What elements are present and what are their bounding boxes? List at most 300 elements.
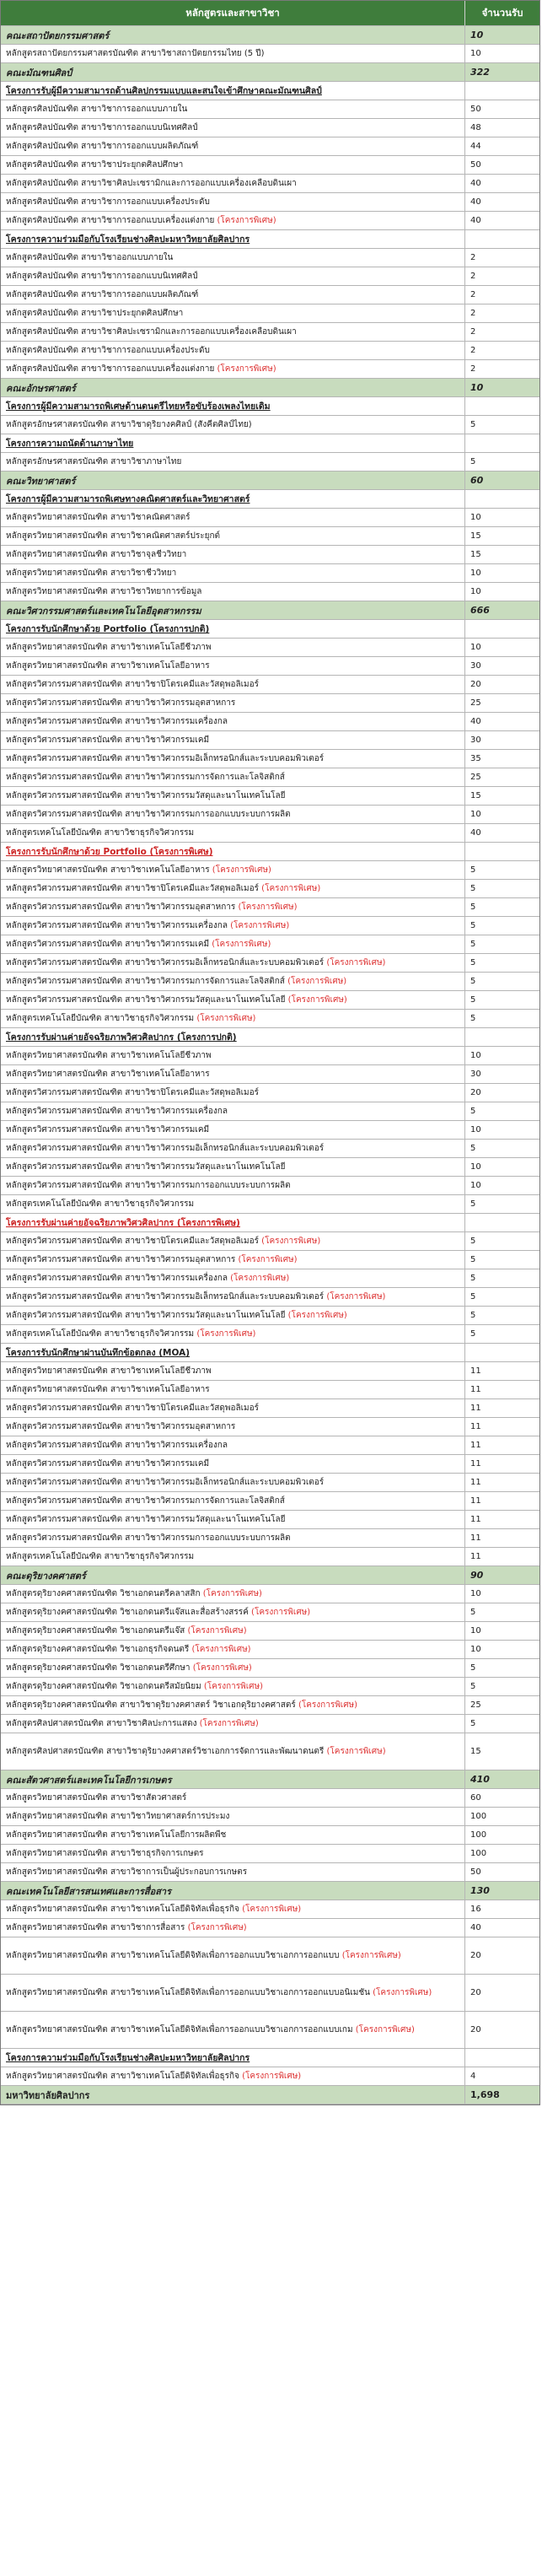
program-name-text: หลักสูตรศิลปบัณฑิต สาขาวิชาการออกแบบเครื่องประดับ: [6, 346, 210, 355]
program-name: [1, 267, 465, 285]
admission-count: 410: [470, 1774, 490, 1785]
program-name-text: คณะอักษรศาสตร์: [6, 382, 76, 394]
program-name-text: หลักสูตรดุริยางคศาสตรบัณฑิต วิชาเอกดนตรีศึกษา: [6, 1663, 191, 1673]
program-name-text: หลักสูตรวิทยาศาสตรบัณฑิต สาขาวิชาชีววิทยา: [6, 569, 177, 578]
program-row: [1, 286, 539, 304]
admission-count: 35: [470, 754, 481, 763]
admission-count: 11: [470, 1459, 481, 1469]
program-name: [1, 453, 465, 471]
program-name: [1, 787, 465, 805]
program-name-text: หลักสูตรวิศวกรรมศาสตรบัณฑิต สาขาวิชาวิศวกรรมเครื่องกล: [6, 1107, 228, 1116]
program-name: [1, 1919, 465, 1937]
program-row: [1, 787, 539, 806]
program-name: [1, 1102, 465, 1120]
program-name-text: หลักสูตรวิศวกรรมศาสตรบัณฑิต สาขาวิชาวิศวกรรมวัสดุและนาโนเทคโนโลยี: [6, 995, 286, 1005]
program-row: [1, 1232, 539, 1251]
program-row: [1, 824, 539, 843]
program-name: [1, 1585, 465, 1603]
program-name: [1, 304, 465, 322]
admission-count: 5: [470, 977, 476, 986]
program-name-text: หลักสูตรวิศวกรรมศาสตรบัณฑิต สาขาวิชาวิศวกรรมวัสดุและนาโนเทคโนโลยี: [6, 791, 286, 800]
program-name-text: หลักสูตรศิลปบัณฑิต สาขาวิชาการออกแบบผลิตภัณฑ์: [6, 290, 199, 299]
program-major-text: วิชาเอกการจัดการและพัฒนาดนตรี: [196, 1747, 325, 1756]
program-name: [1, 546, 465, 563]
admission-count: 30: [470, 736, 481, 745]
program-name: [1, 1566, 465, 1584]
special-project-tag: (โครงการพิเศษ): [326, 1747, 386, 1756]
program-name-text: หลักสูตรศิลปบัณฑิต สาขาวิชาการออกแบบภายใน: [6, 105, 188, 114]
program-name: [1, 2067, 465, 2085]
admission-count: [465, 397, 539, 415]
special-project-tag: (โครงการพิเศษ): [196, 1329, 256, 1339]
program-name: [1, 472, 465, 489]
admission-count: [465, 1344, 539, 1361]
program-name: [1, 564, 465, 582]
program-row: [1, 156, 539, 175]
program-row: [1, 175, 539, 193]
program-row: [1, 2012, 539, 2049]
program-name-text: หลักสูตรวิทยาศาสตรบัณฑิต สาขาวิชาเทคโนโลยีการผลิตพืช: [6, 1830, 227, 1840]
admission-count: 90: [470, 1570, 484, 1581]
program-row: [1, 1937, 539, 1975]
program-row: [1, 564, 539, 583]
program-name-text: หลักสูตรศิลปบัณฑิต สาขาวิชาประยุกตศิลปศึกษา: [6, 309, 184, 318]
program-name-text: หลักสูตรวิทยาศาสตรบัณฑิต สาขาวิชาเทคโนโลยีชีวภาพ: [6, 1366, 212, 1376]
program-name: [1, 397, 465, 415]
program-name: [1, 1065, 465, 1083]
program-name: [1, 1659, 465, 1677]
program-name: [1, 342, 465, 359]
program-name: [1, 1789, 465, 1807]
program-row: [1, 1696, 539, 1715]
program-name-text: หลักสูตรศิลปบัณฑิต สาขาวิชาออกแบบภายใน: [6, 253, 174, 262]
program-name-text: หลักสูตรวิทยาศาสตรบัณฑิต สาขาวิชาเทคโนโลยีอาหาร: [6, 865, 210, 875]
special-project-tag: (โครงการพิเศษ): [230, 921, 290, 930]
admission-count: 40: [470, 717, 481, 726]
program-row: [1, 193, 539, 212]
program-name: [1, 1269, 465, 1287]
program-row: [1, 898, 539, 917]
section-row: [1, 620, 539, 639]
program-name-text: คณะสถาปัตยกรรมศาสตร์: [6, 30, 110, 41]
program-row: [1, 1362, 539, 1381]
admission-count: 5: [470, 1274, 476, 1283]
special-project-tag: (โครงการพิเศษ): [217, 364, 276, 374]
program-name-text: หลักสูตรวิศวกรรมศาสตรบัณฑิต สาขาวิชาปิโตรเคมีและวัสดุพอลิเมอร์: [6, 1088, 259, 1097]
program-name: [1, 1325, 465, 1343]
admission-count: 100: [470, 1812, 487, 1821]
program-name: [1, 1548, 465, 1566]
program-name: [1, 1028, 465, 1046]
program-row: [1, 1177, 539, 1195]
program-row: [1, 267, 539, 286]
program-row: [1, 954, 539, 973]
program-row: [1, 323, 539, 342]
program-name-text: หลักสูตรวิศวกรรมศาสตรบัณฑิต สาขาวิชาวิศวกรรมเคมี: [6, 1459, 210, 1469]
program-name: [1, 1603, 465, 1621]
program-row: [1, 1975, 539, 2012]
program-name: [1, 45, 465, 62]
program-name-text: หลักสูตรสถาปัตยกรรมศาสตรบัณฑิต สาขาวิชาสถาปัตยกรรมไทย (5 ปี): [6, 49, 265, 58]
section-row: [1, 230, 539, 249]
program-row: [1, 1808, 539, 1826]
program-name-text: หลักสูตรวิศวกรรมศาสตรบัณฑิต สาขาวิชาวิศวกรรมเคมี: [6, 736, 210, 745]
program-row: [1, 1641, 539, 1659]
program-row: [1, 1325, 539, 1344]
program-row: [1, 750, 539, 768]
program-row: [1, 1195, 539, 1214]
admission-count: 5: [470, 1144, 476, 1153]
program-name: [1, 768, 465, 786]
program-name-text: หลักสูตรวิศวกรรมศาสตรบัณฑิต สาขาวิชาวิศวกรรมวัสดุและนาโนเทคโนโลยี: [6, 1162, 286, 1172]
admission-count: 5: [470, 1663, 476, 1673]
admission-count: 2: [470, 309, 476, 318]
program-name-text: หลักสูตรวิศวกรรมศาสตรบัณฑิต สาขาวิชาวิศวกรรมการจัดการและโลจิสติกส์: [6, 1496, 285, 1506]
program-name-text: หลักสูตรวิทยาศาสตรบัณฑิต สาขาวิชาการเป็นผู้ประกอบการเกษตร: [6, 1867, 248, 1877]
program-row: [1, 806, 539, 824]
program-name-text: หลักสูตรดุริยางคศาสตรบัณฑิต วิชาเอกดนตรีสมัยนิยม: [6, 1682, 201, 1691]
program-name-text: โครงการรับนักศึกษาผ่านบันทึกข้อตกลง (MOA): [6, 1348, 191, 1358]
special-project-tag: (โครงการพิเศษ): [238, 1255, 298, 1264]
program-name: [1, 137, 465, 155]
admission-count: 10: [470, 1051, 481, 1060]
special-project-tag: (โครงการพิเศษ): [326, 958, 386, 967]
program-name: [1, 379, 465, 396]
program-name: [1, 286, 465, 304]
program-name: [1, 527, 465, 545]
program-name-text: หลักสูตรดุริยางคศาสตรบัณฑิต วิชาเอกดนตรีแจ๊ส: [6, 1626, 185, 1636]
admission-count: 60: [470, 1793, 481, 1803]
program-row: [1, 1678, 539, 1696]
program-row: [1, 1251, 539, 1269]
special-project-tag: (โครงการพิเศษ): [373, 1988, 432, 1997]
program-name: [1, 509, 465, 526]
admission-count: 11: [470, 1422, 481, 1431]
header-count: จำนวนรับ: [481, 6, 523, 19]
special-project-tag: (โครงการพิเศษ): [287, 1311, 347, 1320]
program-row: [1, 731, 539, 750]
special-project-tag: (โครงการพิเศษ): [187, 1923, 247, 1932]
admission-count: 40: [470, 828, 481, 838]
program-name: [1, 657, 465, 675]
program-name-text: คณะเทคโนโลยีสารสนเทศและการสื่อสาร: [6, 1885, 171, 1897]
admission-count: 5: [470, 940, 476, 949]
admission-count: 10: [470, 1626, 481, 1636]
program-name-text: หลักสูตรวิศวกรรมศาสตรบัณฑิต สาขาวิชาวิศวกรรมเคมี: [6, 940, 210, 949]
program-name-text: หลักสูตรวิศวกรรมศาสตรบัณฑิต สาขาวิชาวิศวกรรมการออกแบบระบบการผลิต: [6, 1181, 291, 1190]
section-row: [1, 434, 539, 453]
faculty-row: [1, 26, 539, 45]
program-name: [1, 63, 465, 81]
special-project-tag: (โครงการพิเศษ): [187, 1626, 247, 1636]
program-name: [1, 193, 465, 211]
special-project-tag: (โครงการพิเศษ): [298, 1700, 358, 1710]
admission-count: 5: [470, 1255, 476, 1264]
admission-count: 10: [470, 1181, 481, 1190]
section-row: [1, 82, 539, 100]
program-name-text: โครงการรับนักศึกษาด้วย Portfolio (โครงการพิเศษ): [6, 847, 213, 857]
program-name-text: หลักสูตรวิศวกรรมศาสตรบัณฑิต สาขาวิชาวิศวกรรมการจัดการและโลจิสติกส์: [6, 773, 285, 782]
admission-count: [465, 230, 539, 248]
admission-count: 5: [470, 457, 476, 466]
faculty-row: [1, 472, 539, 490]
program-name-text: หลักสูตรวิทยาศาสตรบัณฑิต สาขาวิชาเทคโนโลยีอาหาร: [6, 661, 210, 671]
total-row: [1, 2086, 539, 2104]
program-name: [1, 898, 465, 916]
program-row: [1, 1789, 539, 1808]
special-project-tag: (โครงการพิเศษ): [212, 940, 271, 949]
admission-count: 50: [470, 105, 481, 114]
program-name: [1, 806, 465, 823]
special-project-tag: (โครงการพิเศษ): [238, 903, 298, 912]
special-project-tag: (โครงการพิเศษ): [242, 2072, 302, 2081]
program-name: [1, 2049, 465, 2067]
program-name: [1, 1474, 465, 1491]
program-name: [1, 1696, 465, 1714]
program-name-text: หลักสูตรอักษรศาสตรบัณฑิต สาขาวิชาดุริยางคศิลป์ (สังคีตศิลป์ไทย): [6, 420, 252, 429]
admission-count: 5: [470, 884, 476, 893]
program-name-text: หลักสูตรวิทยาศาสตรบัณฑิต สาขาวิชาจุลชีววิทยา: [6, 550, 187, 559]
program-name: [1, 1808, 465, 1825]
program-row: [1, 1399, 539, 1418]
program-name: [1, 880, 465, 897]
section-row: [1, 2049, 539, 2067]
program-name-text: หลักสูตรวิทยาศาสตรบัณฑิต สาขาวิชาคณิตศาสตร์: [6, 513, 191, 522]
program-name-text: หลักสูตรวิศวกรรมศาสตรบัณฑิต สาขาวิชาวิศวกรรมอิเล็กทรอนิกส์และระบบคอมพิวเตอร์: [6, 1478, 325, 1487]
program-name: [1, 954, 465, 972]
program-row: [1, 1102, 539, 1121]
admission-count: 10: [470, 382, 484, 393]
program-name-text: หลักสูตรวิทยาศาสตรบัณฑิต สาขาวิชาเทคโนโลยีอาหาร: [6, 1070, 210, 1079]
admission-count: [465, 490, 539, 508]
program-name: [1, 434, 465, 452]
program-name-text: โครงการความร่วมมือกับโรงเรียนช่างศิลปะมหาวิทยาลัยศิลปากร: [6, 234, 250, 245]
admission-count: 10: [470, 1162, 481, 1172]
program-name-text: หลักสูตรวิศวกรรมศาสตรบัณฑิต สาขาวิชาปิโตรเคมีและวัสดุพอลิเมอร์: [6, 1237, 259, 1246]
program-name: [1, 731, 465, 749]
program-name-text: หลักสูตรวิศวกรรมศาสตรบัณฑิต สาขาวิชาวิศวกรรมเครื่องกล: [6, 1441, 228, 1450]
admission-count: 40: [470, 1923, 481, 1932]
admission-count: 5: [470, 1311, 476, 1320]
program-row: [1, 1436, 539, 1455]
program-name: [1, 1307, 465, 1324]
program-name-text: คณะมัณฑนศิลป์: [6, 67, 72, 78]
admission-count: 20: [470, 1088, 481, 1097]
admission-count: 5: [470, 1329, 476, 1339]
admission-count: 11: [470, 1366, 481, 1376]
admission-count: 666: [470, 605, 490, 616]
special-project-tag: (โครงการพิเศษ): [355, 2025, 415, 2034]
admission-count: 16: [470, 1905, 481, 1914]
faculty-row: [1, 1882, 539, 1900]
admission-count: 20: [470, 1951, 481, 1960]
program-name: [1, 1418, 465, 1436]
admission-count: 25: [470, 1700, 481, 1710]
program-row: [1, 1622, 539, 1641]
program-name-text: หลักสูตรดุริยางคศาสตรบัณฑิต สาขาวิชาดุริยางคศาสตร์ วิชาเอกดุริยางคศาสตร์: [6, 1700, 296, 1710]
program-name-text: โครงการความถนัดด้านภาษาไทย: [6, 439, 134, 449]
header-program: หลักสูตรและสาขาวิชา: [1, 1, 465, 25]
program-name: [1, 1826, 465, 1844]
program-name-text: หลักสูตรวิศวกรรมศาสตรบัณฑิต สาขาวิชาวิศวกรรมการจัดการและโลจิสติกส์: [6, 977, 285, 986]
program-row: [1, 1010, 539, 1028]
admission-count: 5: [470, 420, 476, 429]
program-row: [1, 583, 539, 601]
program-name-text: หลักสูตรวิทยาศาสตรบัณฑิต สาขาวิชาวิทยาศาสตร์การประมง: [6, 1812, 230, 1821]
program-row: [1, 1121, 539, 1140]
program-row: [1, 694, 539, 713]
program-row: [1, 1381, 539, 1399]
program-row: [1, 991, 539, 1010]
program-name: [1, 694, 465, 712]
special-project-tag: (โครงการพิเศษ): [203, 1682, 264, 1691]
program-name: [1, 1251, 465, 1269]
section-row: [1, 843, 539, 861]
program-row: [1, 657, 539, 676]
admission-count: 60: [470, 475, 484, 486]
special-project-tag: (โครงการพิเศษ): [261, 1237, 321, 1246]
section-row: [1, 490, 539, 509]
program-name-text: หลักสูตรวิทยาศาสตรบัณฑิต สาขาวิชาเทคโนโลยีชีวภาพ: [6, 643, 212, 652]
program-row: [1, 1715, 539, 1733]
program-name-text: หลักสูตรเทคโนโลยีบัณฑิต สาขาวิชาธุรกิจวิศวกรรม: [6, 1014, 195, 1023]
admission-count: 10: [470, 569, 481, 578]
program-name: [1, 1511, 465, 1528]
program-name: [1, 1047, 465, 1064]
special-project-tag: (โครงการพิเศษ): [261, 884, 321, 893]
admission-count: 10: [470, 1125, 481, 1134]
admission-count: [465, 1214, 539, 1231]
program-name-text: หลักสูตรวิศวกรรมศาสตรบัณฑิต สาขาวิชาปิโตรเคมีและวัสดุพอลิเมอร์: [6, 884, 259, 893]
program-row: [1, 1733, 539, 1770]
admission-count: 2: [470, 272, 476, 281]
program-name: [1, 1010, 465, 1027]
program-name-text: หลักสูตรศิลปศาสตรบัณฑิต สาขาวิชาดุริยางคศาสตร์: [6, 1747, 197, 1756]
program-name: [1, 1381, 465, 1398]
program-name: [1, 1399, 465, 1417]
program-name: [1, 416, 465, 434]
admission-count: 10: [470, 810, 481, 819]
special-project-tag: (โครงการพิเศษ): [217, 216, 276, 225]
program-row: [1, 676, 539, 694]
program-name: [1, 1733, 465, 1770]
admission-count: 30: [470, 661, 481, 671]
program-name-text: โครงการรับผู้มีความสามารถด้านศิลปกรรมแบบและสนใจเข้าศึกษาคณะมัณฑนศิลป์: [6, 86, 322, 96]
admission-count: 5: [470, 1608, 476, 1617]
section-row: [1, 397, 539, 416]
program-name-text: คณะดุริยางคศาสตร์: [6, 1570, 86, 1582]
program-name: [1, 26, 465, 44]
admission-count: 40: [470, 216, 481, 225]
program-name: [1, 1436, 465, 1454]
program-row: [1, 1548, 539, 1566]
program-name-text: หลักสูตรศิลปศาสตรบัณฑิต สาขาวิชาศิลปะการแสดง: [6, 1719, 197, 1728]
program-name-text: หลักสูตรศิลปบัณฑิต สาขาวิชาประยุกตศิลปศึกษา: [6, 160, 184, 170]
program-row: [1, 1529, 539, 1548]
program-name: [1, 750, 465, 768]
admission-count: 30: [470, 1070, 481, 1079]
program-name-text: หลักสูตรวิศวกรรมศาสตรบัณฑิต สาขาวิชาวิศวกรรมเคมี: [6, 1125, 210, 1134]
program-name-text: คณะสัตวศาสตร์และเทคโนโลยีการเกษตร: [6, 1774, 172, 1786]
admission-count: 20: [470, 680, 481, 689]
program-name-text: หลักสูตรวิศวกรรมศาสตรบัณฑิต สาขาวิชาวิศวกรรมวัสดุและนาโนเทคโนโลยี: [6, 1311, 286, 1320]
admission-count: 322: [470, 67, 490, 78]
program-row: [1, 453, 539, 472]
special-project-tag: (โครงการพิเศษ): [341, 1951, 401, 1960]
program-name-text: โครงการรับผ่านค่ายอัจฉริยภาพวิศวศิลปากร (โครงการพิเศษ): [6, 1218, 240, 1228]
program-row: [1, 1158, 539, 1177]
admission-count: 5: [470, 903, 476, 912]
program-row: [1, 1659, 539, 1678]
program-name-text: โครงการความร่วมมือกับโรงเรียนช่างศิลปะมหาวิทยาลัยศิลปากร: [6, 2053, 250, 2063]
admission-count: 40: [470, 197, 481, 207]
program-name-text: หลักสูตรวิทยาศาสตรบัณฑิต สาขาวิชาการสื่อสาร: [6, 1923, 185, 1932]
special-project-tag: (โครงการพิเศษ): [199, 1719, 259, 1728]
admission-count: 100: [470, 1849, 487, 1858]
program-name-text: โครงการผู้มีความสามารถพิเศษทางคณิตศาสตร์และวิทยาศาสตร์: [6, 494, 250, 504]
admission-count: 25: [470, 773, 481, 782]
admission-count: 10: [470, 513, 481, 522]
program-name: [1, 620, 465, 638]
program-name: [1, 1622, 465, 1640]
admission-count: 11: [470, 1441, 481, 1450]
program-row: [1, 360, 539, 379]
admission-count: 5: [470, 865, 476, 875]
program-name: [1, 119, 465, 137]
program-name: [1, 1863, 465, 1881]
program-row: [1, 304, 539, 323]
special-project-tag: (โครงการพิเศษ): [287, 995, 347, 1005]
program-name: [1, 249, 465, 267]
admission-count: 100: [470, 1830, 487, 1840]
program-name: [1, 676, 465, 693]
program-name-text: หลักสูตรศิลปบัณฑิต สาขาวิชาศิลปะเซรามิกและการออกแบบเครื่องเคลือบดินเผา: [6, 327, 297, 337]
admission-count: 11: [470, 1533, 481, 1543]
admission-count: 2: [470, 327, 476, 337]
admission-count: 4: [470, 2072, 476, 2081]
program-name: [1, 175, 465, 192]
program-row: [1, 1603, 539, 1622]
program-name: [1, 100, 465, 118]
program-name-text: หลักสูตรวิศวกรรมศาสตรบัณฑิต สาขาวิชาวิศวกรรมอิเล็กทรอนิกส์และระบบคอมพิวเตอร์: [6, 958, 325, 967]
program-major-text: วิชาเอกการออกแบบอนิเมชัน: [265, 1988, 370, 1997]
program-row: [1, 1269, 539, 1288]
program-name-text: หลักสูตรวิศวกรรมศาสตรบัณฑิต สาขาวิชาวิศวกรรมอิเล็กทรอนิกส์และระบบคอมพิวเตอร์: [6, 1144, 325, 1153]
program-name-text: หลักสูตรศิลปบัณฑิต สาขาวิชาการออกแบบเครื่องแต่งกาย: [6, 216, 215, 225]
program-row: [1, 1845, 539, 1863]
program-name-text: คณะวิทยาศาสตร์: [6, 475, 76, 487]
admission-count: 50: [470, 1867, 481, 1877]
program-row: [1, 935, 539, 954]
program-name: [1, 973, 465, 990]
program-name: [1, 601, 465, 619]
admission-count: 10: [470, 587, 481, 596]
program-row: [1, 1585, 539, 1603]
program-name: [1, 1715, 465, 1733]
admission-count: 130: [470, 1885, 490, 1896]
admission-count: 11: [470, 1404, 481, 1413]
program-name-text: หลักสูตรเทคโนโลยีบัณฑิต สาขาวิชาธุรกิจวิศวกรรม: [6, 1552, 195, 1561]
program-name-text: หลักสูตรวิศวกรรมศาสตรบัณฑิต สาขาวิชาวิศวกรรมวัสดุและนาโนเทคโนโลยี: [6, 1515, 286, 1524]
program-name: [1, 935, 465, 953]
program-row: [1, 1418, 539, 1436]
program-name-text: หลักสูตรวิศวกรรมศาสตรบัณฑิต สาขาวิชาวิศวกรรมเครื่องกล: [6, 921, 228, 930]
program-name-text: คณะวิศวกรรมศาสตร์และเทคโนโลยีอุตสาหกรรม: [6, 605, 201, 617]
program-name-text: หลักสูตรดุริยางคศาสตรบัณฑิต วิชาเอกดนตรีคลาสสิก: [6, 1589, 201, 1598]
program-row: [1, 1307, 539, 1325]
faculty-row: [1, 601, 539, 620]
faculty-row: [1, 63, 539, 82]
